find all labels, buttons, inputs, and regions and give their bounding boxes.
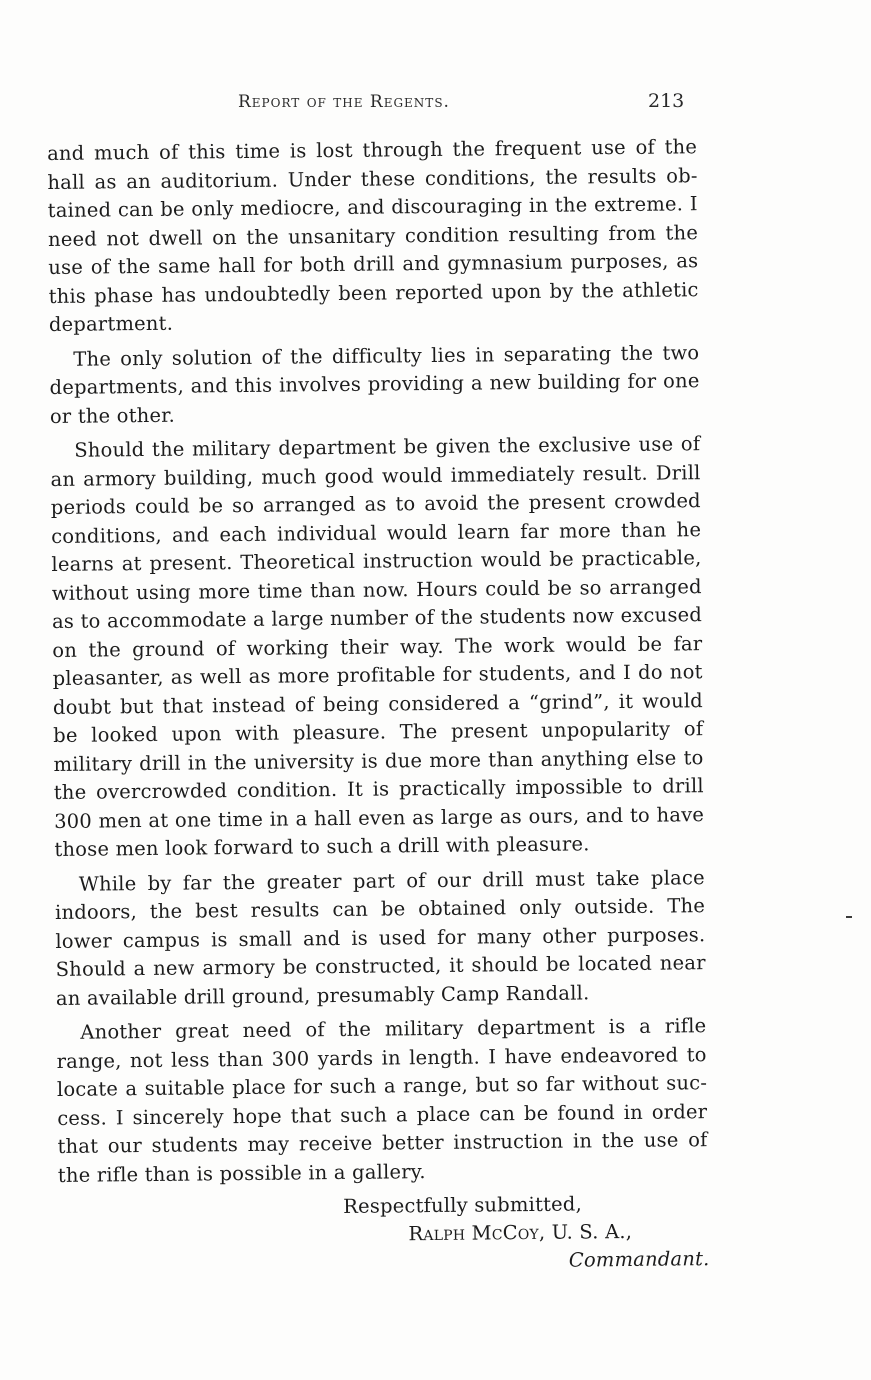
body-text [47, 133, 709, 1286]
signer-name: Ralph McCoy, U. S. A., [408, 1219, 633, 1246]
closing-line: Respectfully submitted, [343, 1192, 583, 1218]
signer-title: Commandant. [568, 1247, 710, 1272]
margin-mark [846, 916, 852, 918]
signature-block [58, 1189, 709, 1286]
running-head: Report of the Regents. [238, 92, 450, 112]
paragraph-rifle-range: Another great need of the military department is a rifle range, not less than 300 yards in length. I have endeavored to locate a suitable place for such a range, but so far without success. I sincerely hope that such a place can be found in order that our students may receive better instruction in the use of the rifle than is possible in a gallery. [56, 1014, 708, 1187]
paragraph-armory-building: Should the military department be given the exclusive use of an armory building, much good would immediately result. Drill periods could be so arranged as to avoid the present crowded conditions, and each individual would learn far more than he learns at present. Theoretical instruction would be practicable, without using more time than now. Hours could be so arranged as to accommodate a large number of the students now excused on the ground of working their way. The work would be far pleasanter, as well as more profitable for students, and I do not doubt but that instead of being considered a “grind”, it would be looked upon with pleasure. The present unpopularity of military drill in the university is due more than anything else to the overcrowded condition. It is practically impossible to drill 300 men at one time in a hall even as large as ours, and to have those men look forward to such a drill with pleasure. [50, 432, 705, 861]
paragraph-solution: The only solution of the difficulty lies in separating the two departments, and this involves providing a new building for one or the other. [49, 340, 700, 428]
page-number: 213 [648, 90, 685, 112]
paragraph-outdoor-drill: While by far the greater part of our drill must take place indoors, the best results can be obtained only outside. The lower campus is small and is used for many other purposes. Should a new armory be constructed, it should be located near an available drill ground, presumably Camp Randall. [54, 865, 706, 1010]
paragraph-continuation: and much of this time is lost through the frequent use of the hall as an auditorium. Under these conditions, the results obtained can be only mediocre, and discouraging in the extreme. I need not dwell on the unsanitary condition resulting from the use of the same hall for both drill and gymnasium purposes, as this phase has undoubtedly been reported upon by the athletic department. [47, 135, 699, 336]
